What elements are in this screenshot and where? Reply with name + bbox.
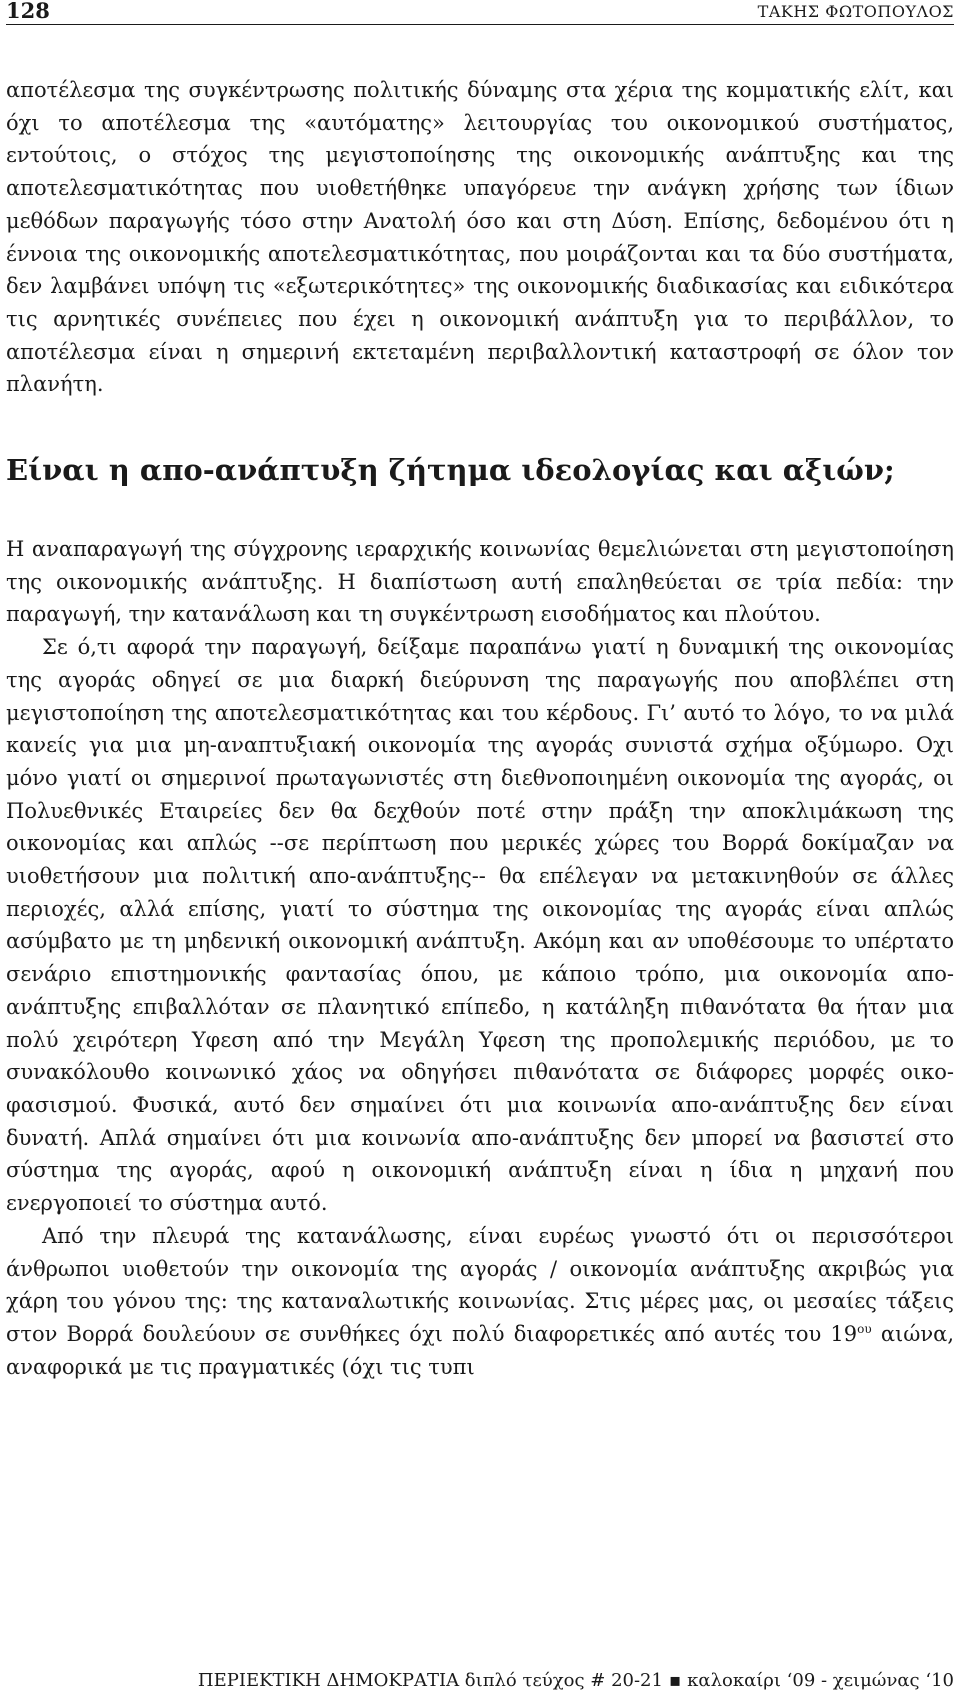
ordinal-superscript: ου: [857, 1321, 872, 1336]
page-number: 128: [6, 0, 50, 23]
issue-season: καλοκαίρι ‘09 - χειμώνας ‘10: [687, 1670, 954, 1691]
page-footer: [198, 1671, 954, 1691]
section-heading: Είναι η απο-ανάπτυξη ζήτημα ιδεολογίας και αξιών;: [6, 453, 895, 488]
page-header: [6, 0, 954, 25]
paragraph-2: Η αναπαραγωγή της σύγχρονης ιεραρχικής κοινωνίας θεμελιώνεται στη μεγιστοποίηση της οικονομικής ανάπτυξης. Η διαπίστωση αυτή επαληθεύεται σε τρία πεδία: την παραγωγή, την κατανάλωση και τη συγκέντρωση εισοδήματος και πλούτου.: [6, 537, 954, 627]
journal-issue: ΠΕΡΙΕΚΤΙΚΗ ΔΗΜΟΚΡΑΤΙΑ διπλό τεύχος # 20-21: [197, 1670, 663, 1691]
paragraph-1: αποτέλεσμα της συγκέντρωσης πολιτικής δύναμης στα χέρια της κομματικής ελίτ, και όχι το αποτέλεσμα της «αυτόματης» λειτουργίας του οικονομικού συστήματος, εντούτοις, ο στόχος της μεγιστοποίησης της οικονομικής ανάπτυξης και της αποτελεσματικότητας που υιοθετήθηκε υπαγόρευε την ανάγκη χρήσης των ίδιων μεθόδων παραγωγής τόσο στην Ανατολή όσο και στη Δύση. Επίσης, δεδομένου ότι η έννοια της οικονομικής αποτελεσματικότητας, που μοιράζονται και τα δύο συστήματα, δεν λαμβάνει υπόψη τις «εξωτερικότητες» της οικονομικής διαδικασίας και ειδικότερα τις αρνητικές συνέπειες που έχει η οικονομική ανάπτυξη για το περιβάλλον, το αποτέλεσμα είναι η σημερινή εκτεταμένη περιβαλλοντική καταστροφή σε όλον τον πλανήτη.: [6, 78, 954, 397]
page-body: [6, 74, 954, 1383]
running-head-author: ΤΑΚΗΣ ΦΩΤΟΠΟΥΛΟΣ: [757, 2, 954, 21]
paragraph-4-text-start: Από την πλευρά της κατανάλωσης, είναι ευρέως γνωστό ότι οι περισσότεροι άνθρωποι υιοθετούν την οικονομία της αγοράς / οικονομία ανάπτυξης ακριβώς για χάρη του γόνου της: της καταναλωτικής κοινωνίας. Στις μέρες μας, οι μεσαίες τάξεις στον Βορρά δουλεύουν σε συνθήκες όχι πολύ διαφορετικές από αυτές του 19: [6, 1223, 954, 1346]
paragraph-4-text-end: αιώνα, αναφορικά με τις πραγματικές (όχι τις τυπι: [6, 1321, 954, 1379]
footer-separator: ▪: [668, 1670, 682, 1691]
paragraph-4: [6, 1220, 954, 1384]
paragraph-3: Σε ό,τι αφορά την παραγωγή, δείξαμε παραπάνω γιατί η δυναμική της οικονομίας της αγοράς οδηγεί σε μια διαρκή διεύρυνση της παραγωγής που αποβλέπει στη μεγιστοποίηση της αποτελεσματικότητας και του κέρδους. Γι’ αυτό το λόγο, το να μιλά κανείς για μια μη-αναπτυξιακή οικονομία της αγοράς συνιστά σχήμα οξύμωρο. Οχι μόνο γιατί οι σημερινοί πρωταγωνιστές στη διεθνοποιημένη οικονομία της αγοράς, οι Πολυεθνικές Εταιρείες δεν θα δεχθούν ποτέ στην πράξη την αποκλιμάκωση της οικονομίας και απλώς --σε περίπτωση που μερικές χώρες του Βορρά δοκίμαζαν να υιοθετήσουν μια πολιτική απο-ανάπτυξης-- θα επέλεγαν να μετακινηθούν σε άλλες περιοχές, αλλά επίσης, γιατί το σύστημα της οικονομίας της αγοράς είναι απλώς ασύμβατο με τη μηδενική οικονομική ανάπτυξη. Ακόμη και αν υποθέσουμε το υπέρτατο σενάριο επιστημονικής φαντασίας όπου, με κάποιο τρόπο, μια οικονομία απο-ανάπτυξης επιβαλλόταν σε πλανητικό επίπεδο, η κατάληξη πιθανότατα θα ήταν μια πολύ χειρότερη Υφεση από την Μεγάλη Υφεση της προπολεμικής περιόδου, με το συνακόλουθο κοινωνικό χάος να οδηγήσει πιθανότατα σε διάφορες μορφές οικο-φασισμού. Φυσικά, αυτό δεν σημαίνει ότι μια κοινωνία απο-ανάπτυξης δεν είναι δυνατή. Απλά σημαίνει ότι μια κοινωνία απο-ανάπτυξης δεν μπορεί να βασιστεί στο σύστημα της αγοράς, αφού η οικονομική ανάπτυξη είναι η ίδια η μηχανή που ενεργοποιεί το σύστημα αυτό.: [6, 635, 954, 1216]
